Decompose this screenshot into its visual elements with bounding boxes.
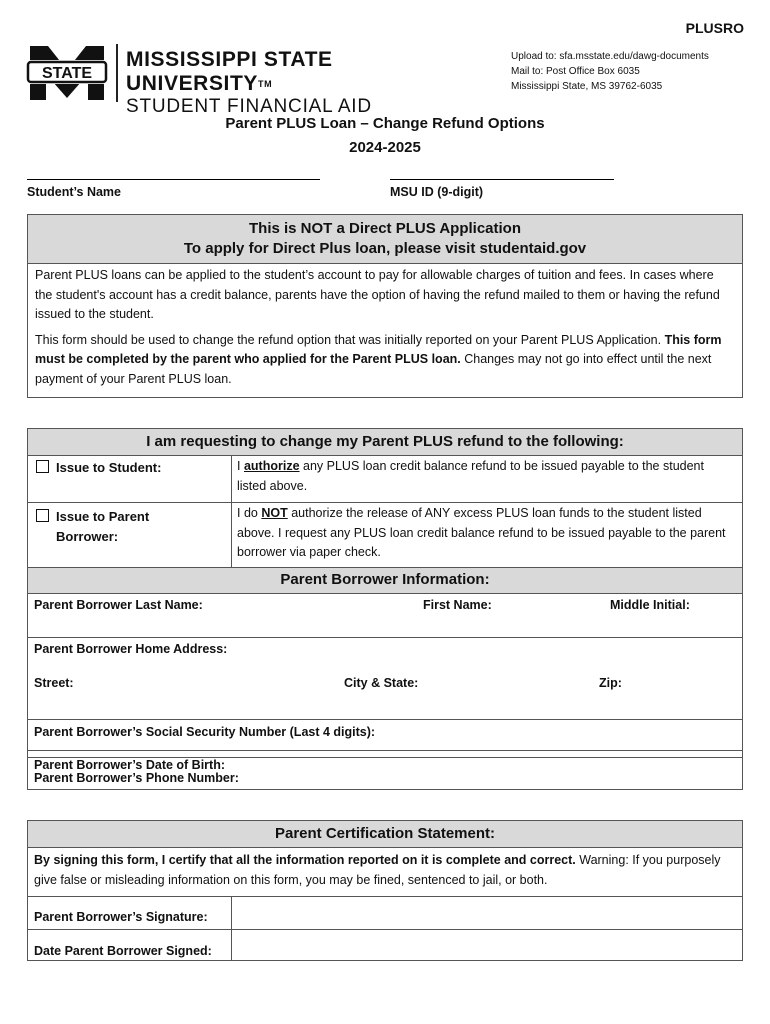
award-year: 2024-2025 xyxy=(349,139,421,156)
option1-emphasis: authorize xyxy=(243,459,300,473)
university-name: MISSISSIPPI STATE UNIVERSITY xyxy=(126,48,333,95)
upload-info: Upload to: sfa.msstate.edu/dawg-documents xyxy=(511,51,709,62)
option-parent-label-1: Issue to Parent xyxy=(56,509,150,524)
option-student-text xyxy=(237,457,732,496)
date-signed-label: Date Parent Borrower Signed: xyxy=(34,944,212,958)
signature-label: Parent Borrower’s Signature: xyxy=(34,910,208,924)
signature-field[interactable] xyxy=(232,897,742,929)
borrower-address-row[interactable] xyxy=(28,637,742,719)
phone-row-divider xyxy=(27,757,743,758)
student-name-label: Student’s Name xyxy=(27,185,122,199)
certification-statement xyxy=(28,847,742,896)
street-label: Street: xyxy=(34,676,74,690)
notice-paragraph-1: Parent PLUS loans can be applied to the student’s account to pay for allowable charges of tuition and fees. In cases where the student's account has a credit balance, parents have the option of having the refund mailed to them or having the refund issued to the student. xyxy=(35,268,720,321)
notice-heading-1: This is NOT a Direct PLUS Application xyxy=(249,220,521,237)
option2-post: authorize the release of ANY excess PLUS loan funds to the student listed above. I request any PLUS loan credit balance refund to be issued payable to the parent borrower via paper check. xyxy=(237,506,726,559)
msu-id-label: MSU ID (9-digit) xyxy=(390,185,484,199)
ssn-row[interactable] xyxy=(28,719,742,750)
options-divider xyxy=(231,455,232,567)
notice-heading-2: To apply for Direct Plus loan, please visit studentaid.gov xyxy=(183,240,587,257)
notice-header xyxy=(28,215,742,264)
option-parent[interactable] xyxy=(36,507,149,547)
logo-divider xyxy=(116,44,118,102)
form-title-block xyxy=(0,112,770,160)
notice-paragraph-2 xyxy=(35,331,734,390)
borrower-name-row[interactable] xyxy=(28,593,742,637)
option-student-row xyxy=(28,455,742,502)
city-state-label: City & State: xyxy=(344,676,419,690)
option-parent-row xyxy=(28,502,742,567)
home-address-label: Parent Borrower Home Address: xyxy=(34,642,228,656)
form-title: Parent PLUS Loan – Change Refund Options xyxy=(225,115,545,132)
city-info: Mississippi State, MS 39762-6035 xyxy=(511,81,663,92)
para2-tail: Changes may not go into effect until the next payment of your Parent PLUS loan. xyxy=(35,352,712,386)
phone-label: Parent Borrower’s Phone Number: xyxy=(34,771,239,785)
ssn-label: Parent Borrower’s Social Security Number (Last 4 digits): xyxy=(34,725,376,739)
request-header: I am requesting to change my Parent PLUS refund to the following: xyxy=(28,429,742,455)
msu-logo xyxy=(26,44,466,117)
option-student-label: Issue to Student: xyxy=(56,460,162,475)
request-box xyxy=(27,428,743,790)
contact-info xyxy=(511,49,709,94)
logo-wordmark: STATE xyxy=(41,65,93,82)
middle-initial-label: Middle Initial: xyxy=(610,598,690,612)
first-name-label: First Name: xyxy=(423,598,492,612)
certification-warning: Warning: If you purposely give false or misleading information on this form, you may be fined, sentenced to jail, or both. xyxy=(34,853,721,887)
certification-bold: By signing this form, I certify that all the information reported on it is complete and correct. xyxy=(34,853,576,867)
zip-label: Zip: xyxy=(599,676,622,690)
msu-m-logo-icon xyxy=(26,44,108,102)
date-signed-field[interactable] xyxy=(232,930,742,961)
option-parent-label-2: Borrower: xyxy=(56,529,119,544)
borrower-header: Parent Borrower Information: xyxy=(28,567,742,593)
dob-label: Parent Borrower’s Date of Birth: xyxy=(34,758,226,772)
mail-info: Mail to: Post Office Box 6035 xyxy=(511,66,640,77)
signature-divider xyxy=(231,896,232,960)
student-checkbox[interactable] xyxy=(36,460,49,473)
last-name-label: Parent Borrower Last Name: xyxy=(34,598,203,612)
para2-plain: This form should be used to change the refund option that was initially reported on your Parent PLUS Application. xyxy=(35,332,662,347)
option-parent-text xyxy=(237,504,732,563)
option2-emphasis: NOT xyxy=(261,506,288,520)
date-signed-row xyxy=(28,929,742,960)
option1-pre: I xyxy=(237,459,241,473)
notice-body xyxy=(28,264,742,389)
msu-id-line[interactable] xyxy=(390,179,614,180)
student-name-line[interactable] xyxy=(27,179,320,180)
option1-post: any PLUS loan credit balance refund to be issued payable to the student listed above. xyxy=(237,459,704,493)
notice-box xyxy=(27,214,743,398)
option2-pre: I do xyxy=(237,506,258,520)
para2-bold: This form must be completed by the parent who applied for the Parent PLUS loan. xyxy=(35,332,722,366)
signature-row xyxy=(28,896,742,929)
form-code: PLUSRO xyxy=(685,20,744,36)
certification-header: Parent Certification Statement: xyxy=(28,821,742,847)
certification-box xyxy=(27,820,743,961)
trademark: TM xyxy=(258,79,273,89)
option-student[interactable] xyxy=(36,460,161,475)
parent-checkbox[interactable] xyxy=(36,509,49,522)
department-name: STUDENT FINANCIAL AID xyxy=(126,96,372,117)
